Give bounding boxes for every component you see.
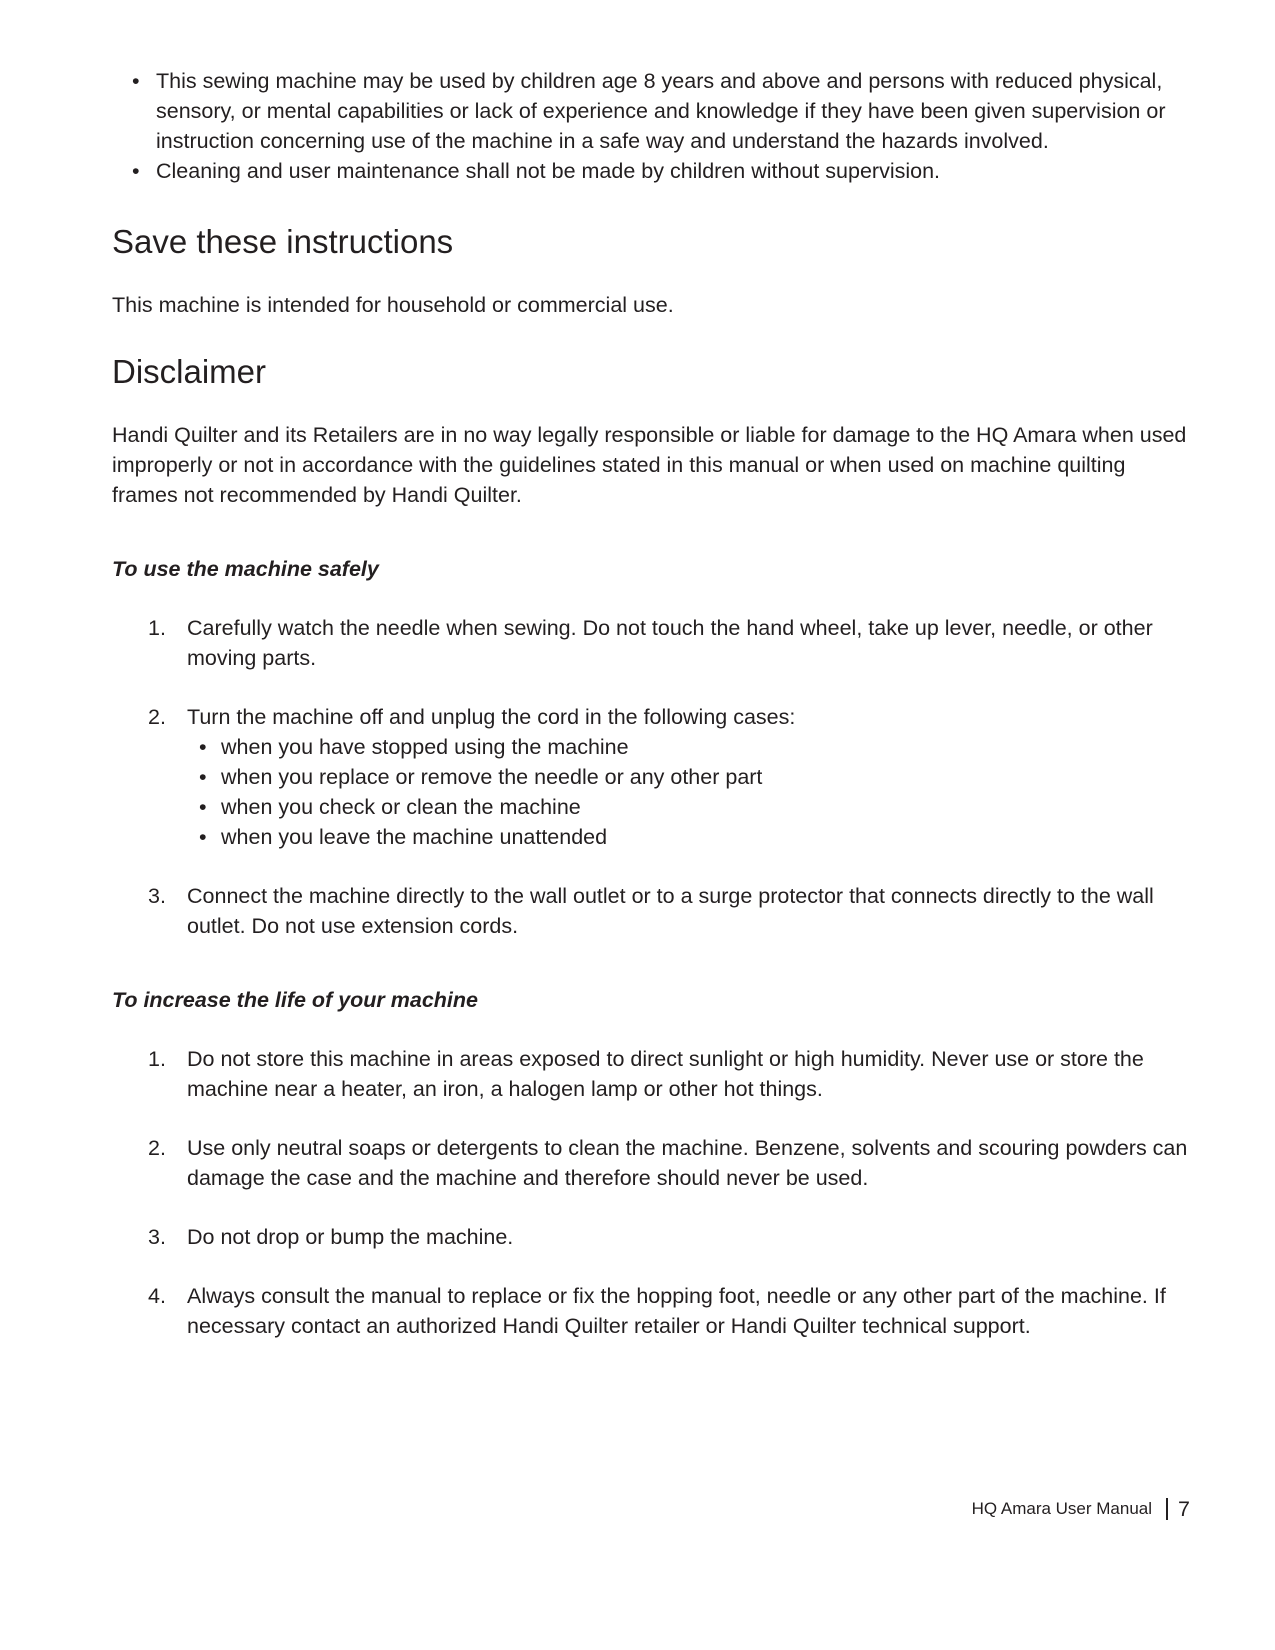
list-item	[112, 1133, 1192, 1193]
use-safely-heading: To use the machine safely	[112, 557, 379, 581]
item-number: 2.	[148, 705, 166, 729]
increase-life-heading: To increase the life of your machine	[112, 988, 478, 1012]
unplug-cases-list	[187, 732, 1192, 852]
intro-bullet-item: • Cleaning and user maintenance shall not be made by children without supervision.	[112, 156, 1192, 186]
sub-bullet-item: • when you have stopped using the machine	[187, 732, 1192, 762]
manual-title: HQ Amara User Manual	[971, 1499, 1153, 1518]
disclaimer-heading: Disclaimer	[112, 353, 267, 390]
manual-page	[112, 66, 1192, 1341]
item-number: 1.	[148, 616, 166, 640]
list-item	[112, 1044, 1192, 1104]
increase-life-list	[112, 1044, 1192, 1341]
item-text: Carefully watch the needle when sewing. Do not touch the hand wheel, take up lever, needle, or other moving parts.	[187, 616, 1153, 670]
page-number: 7	[1178, 1497, 1190, 1521]
intended-use-paragraph: This machine is intended for household or commercial use.	[112, 293, 674, 317]
item-number: 3.	[148, 884, 166, 908]
list-item	[112, 881, 1192, 941]
list-item	[112, 702, 1192, 852]
item-text: Connect the machine directly to the wall outlet or to a surge protector that connects directly to the wall outlet. Do not use extension cords.	[187, 884, 1154, 938]
item-number: 4.	[148, 1284, 166, 1308]
sub-bullet-item: • when you leave the machine unattended	[187, 822, 1192, 852]
save-instructions-heading: Save these instructions	[112, 223, 454, 260]
footer-divider	[1166, 1498, 1168, 1520]
item-number: 3.	[148, 1225, 166, 1249]
list-item	[112, 1281, 1192, 1341]
item-text: Turn the machine off and unplug the cord in the following cases:	[187, 705, 796, 729]
sub-bullet-item: • when you check or clean the machine	[187, 792, 1192, 822]
intro-bullet-list	[112, 66, 1192, 186]
item-number: 2.	[148, 1136, 166, 1160]
page-footer	[972, 1494, 1190, 1524]
item-text: Always consult the manual to replace or fix the hopping foot, needle or any other part of the machine. If necessary contact an authorized Handi Quilter retailer or Handi Quilter technical support.	[187, 1284, 1166, 1338]
disclaimer-paragraph: Handi Quilter and its Retailers are in no way legally responsible or liable for damage to the HQ Amara when used improperly or not in accordance with the guidelines stated in this manual or when used on machine quilting frames not recommended by Handi Quilter.	[112, 423, 1187, 507]
list-item	[112, 613, 1192, 673]
intro-bullet-item: • This sewing machine may be used by children age 8 years and above and persons with reduced physical, sensory, or mental capabilities or lack of experience and knowledge if they have been given supervision or instruction concerning use of the machine in a safe way and understand the hazards involved.	[112, 66, 1192, 156]
item-text: Do not drop or bump the machine.	[187, 1225, 514, 1249]
sub-bullet-item: • when you replace or remove the needle or any other part	[187, 762, 1192, 792]
item-text: Do not store this machine in areas exposed to direct sunlight or high humidity. Never use or store the machine near a heater, an iron, a halogen lamp or other hot things.	[187, 1047, 1144, 1101]
list-item	[112, 1222, 1192, 1252]
use-safely-list	[112, 613, 1192, 941]
item-text: Use only neutral soaps or detergents to clean the machine. Benzene, solvents and scouring powders can damage the case and the machine and therefore should never be used.	[187, 1136, 1188, 1190]
item-number: 1.	[148, 1047, 166, 1071]
